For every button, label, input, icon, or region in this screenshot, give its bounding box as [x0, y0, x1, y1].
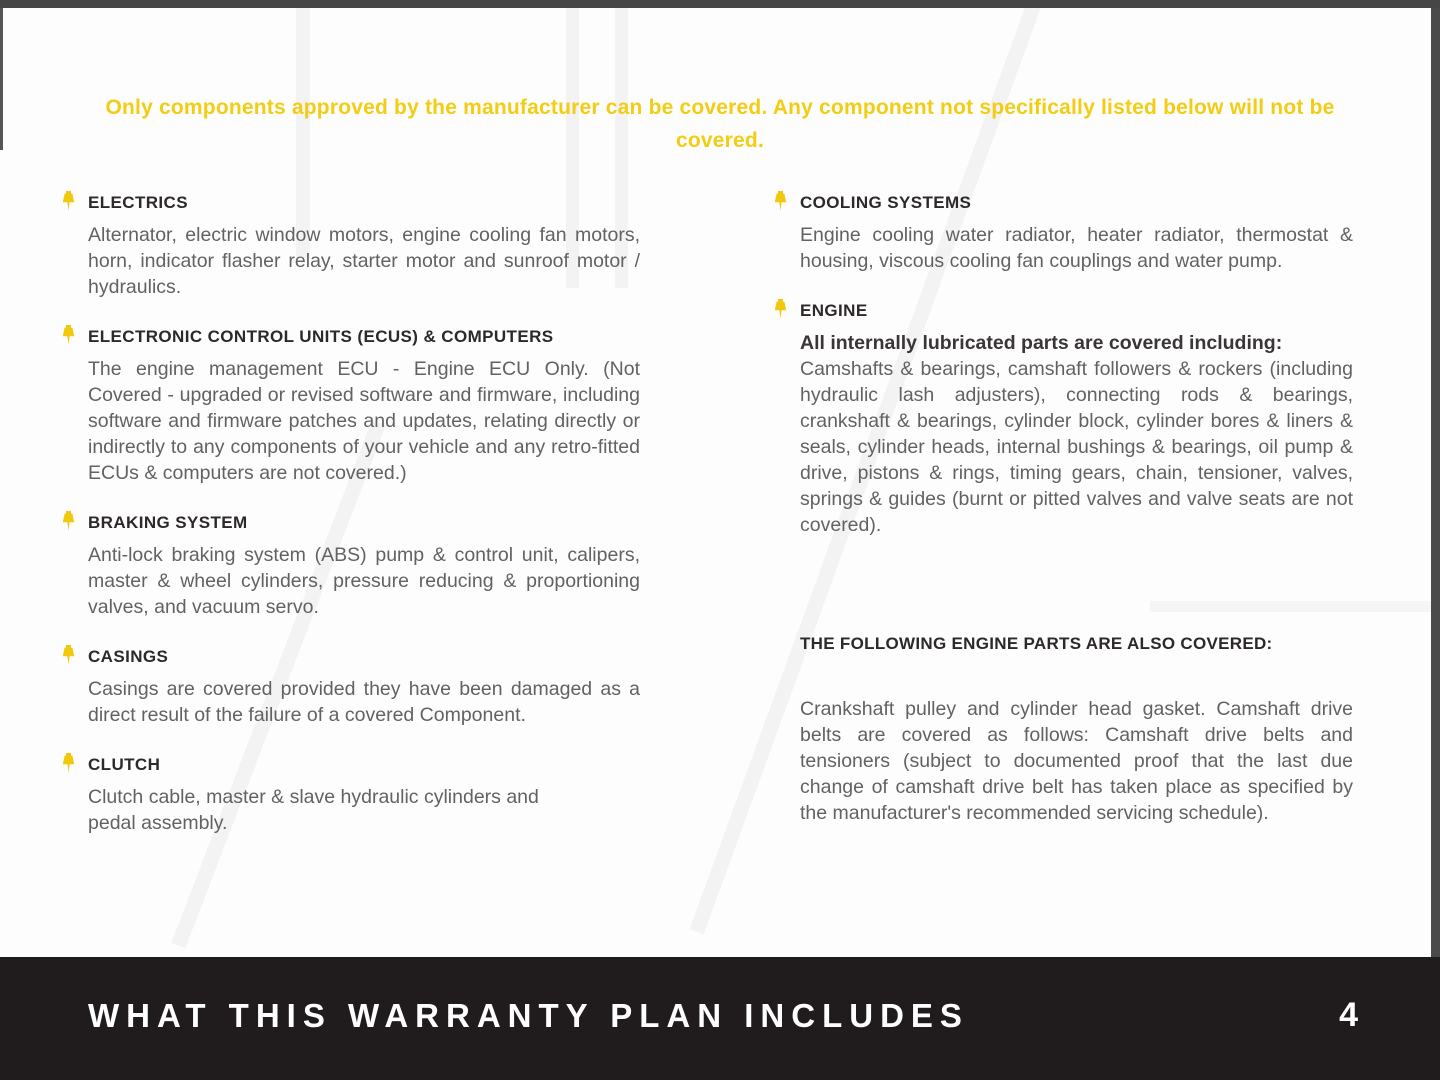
- section-cooling-systems: [800, 193, 1353, 274]
- footer-title: WHAT THIS WARRANTY PLAN INCLUDES: [88, 996, 969, 1034]
- section-heading: ELECTRICS: [88, 193, 188, 212]
- section-body: Engine cooling water radiator, heater radiator, thermostat & housing, viscous cooling fan couplings and water pump.: [800, 224, 1353, 272]
- section-clutch: [88, 755, 640, 836]
- section-body: Alternator, electric window motors, engine cooling fan motors, horn, indicator flasher relay, starter motor and sunroof motor / hydraulics.: [88, 224, 640, 298]
- section-body: Casings are covered provided they have been damaged as a direct result of the failure of a covered Component.: [88, 678, 640, 726]
- pin-icon: [61, 645, 76, 666]
- section-braking-system: [88, 513, 640, 620]
- page-edge-right: [1431, 0, 1440, 1080]
- section-heading: CLUTCH: [88, 755, 161, 774]
- pin-icon: [61, 191, 76, 212]
- section-heading: COOLING SYSTEMS: [800, 193, 972, 212]
- section-other-engine-parts: [800, 634, 1353, 826]
- section-electrics: [88, 193, 640, 300]
- page-number: 4: [1339, 996, 1358, 1034]
- section-body: Camshafts & bearings, camshaft followers & rockers (including hydraulic lash adjusters), connecting rods & bearings, crankshaft & bearings, cylinder block, cylinder bores & liners & seals, cylinder heads, internal bushings & bearings, oil pump & drive, pistons & rings, timing gears, chain, tensioner, valves, springs & guides (burnt or pitted valves and valve seats are not covered).: [800, 358, 1353, 536]
- left-column: [88, 193, 640, 863]
- section-ecus: [88, 327, 640, 486]
- section-body: Crankshaft pulley and cylinder head gasket. Camshaft drive belts are covered as follows: Camshaft drive belts and tensioners (subject to documented proof that the last due change of camshaft drive belt has taken place as specified by the manufacturer's recommended servicing schedule).: [800, 698, 1353, 824]
- pin-icon: [61, 753, 76, 774]
- section-heading: THE FOLLOWING ENGINE PARTS ARE ALSO COVERED:: [800, 634, 1273, 653]
- page-edge-left: [0, 0, 3, 150]
- pin-icon: [61, 325, 76, 346]
- pin-icon: [61, 511, 76, 532]
- section-engine: [800, 301, 1353, 538]
- footer-bar: [0, 957, 1440, 1080]
- section-body: The engine management ECU - Engine ECU Only. (Not Covered - upgraded or revised software and firmware, including software and firmware patches and updates, relating directly or indirectly to any components of your vehicle and any retro-fitted ECUs & computers are not covered.): [88, 358, 640, 484]
- section-body: Anti-lock braking system (ABS) pump & control unit, calipers, master & wheel cylinders, pressure reducing & proportioning valves, and vacuum servo.: [88, 544, 640, 618]
- section-heading: CASINGS: [88, 647, 169, 666]
- section-heading: BRAKING SYSTEM: [88, 513, 248, 532]
- pin-icon: [773, 191, 788, 212]
- section-body: Clutch cable, master & slave hydraulic cylinders and pedal assembly.: [88, 786, 539, 834]
- section-lead: All internally lubricated parts are covered including:: [800, 332, 1283, 354]
- pin-icon: [773, 299, 788, 320]
- section-heading: ENGINE: [800, 301, 868, 320]
- section-casings: [88, 647, 640, 728]
- page-edge-top: [0, 0, 1440, 8]
- section-heading: ELECTRONIC CONTROL UNITS (ECUS) & COMPUTERS: [88, 327, 554, 346]
- coverage-notice: Only components approved by the manufacturer can be covered. Any component not specifically listed below will not be covered.: [105, 96, 1335, 152]
- right-column: [800, 193, 1353, 853]
